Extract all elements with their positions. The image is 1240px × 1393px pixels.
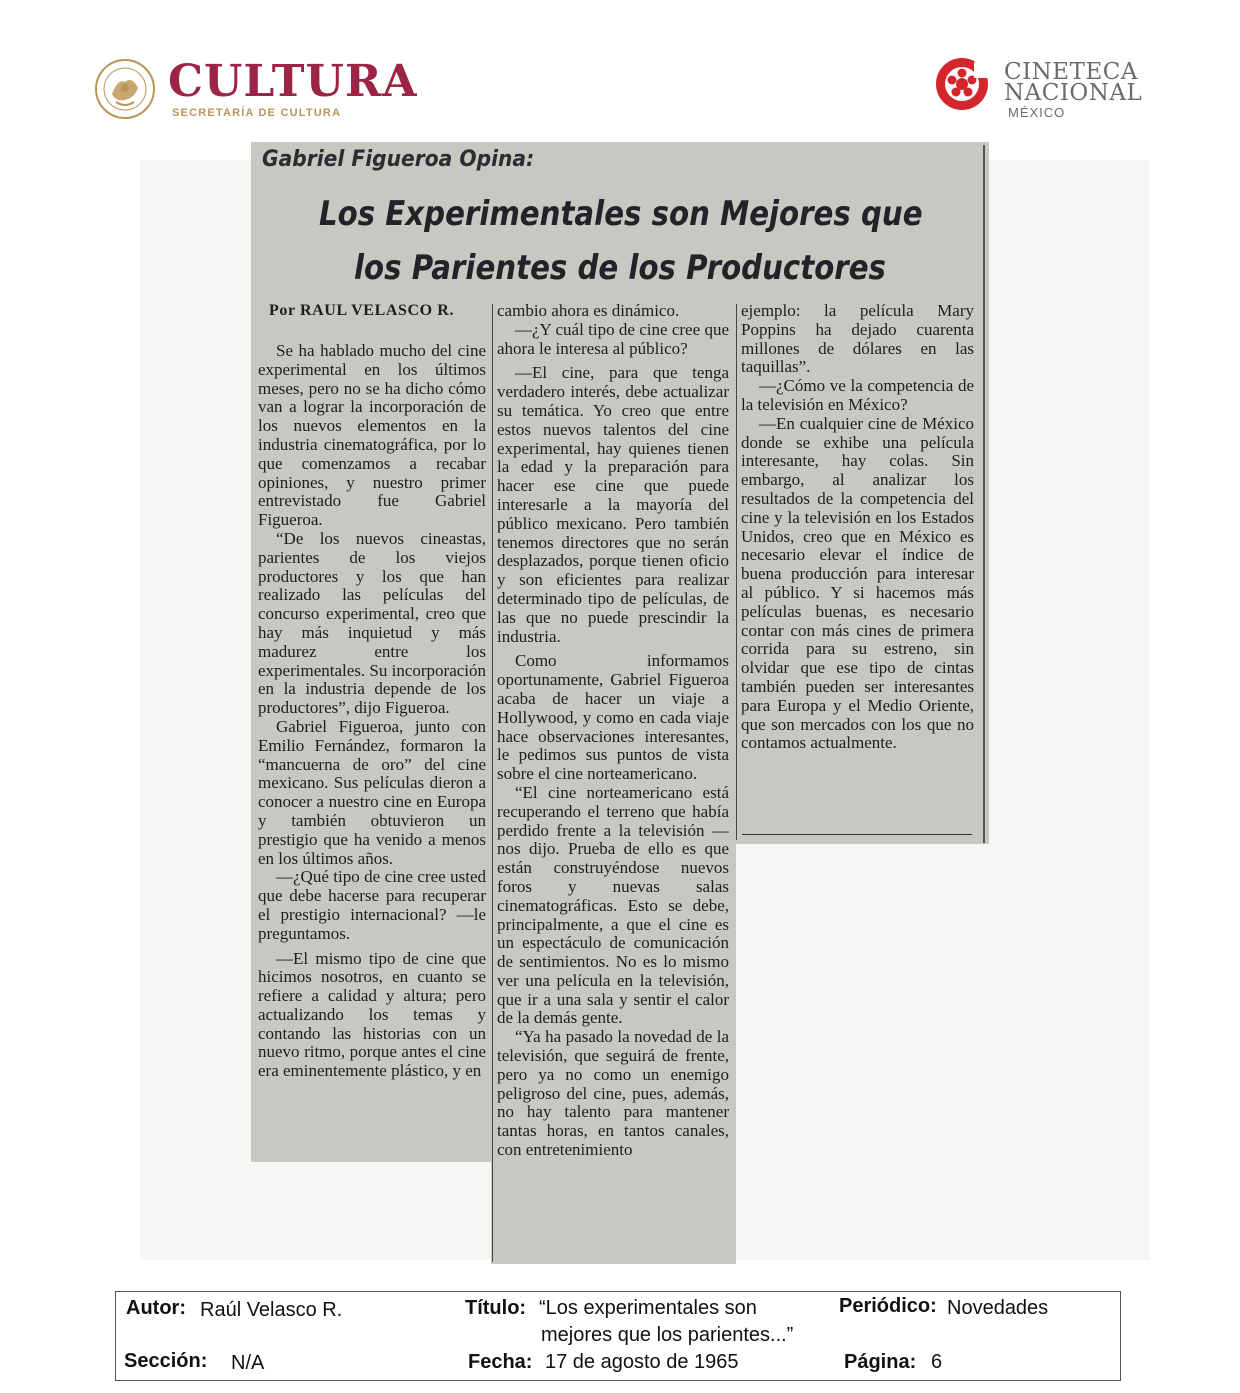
periodico-value: Novedades (947, 1297, 1049, 1319)
article-kicker: Gabriel Figueroa Opina: (262, 147, 535, 172)
article-headline-line-1: Los Experimentales son Mejores que (319, 194, 923, 234)
pagina-label: Página: (844, 1351, 917, 1373)
seccion-label: Sección: (124, 1350, 208, 1372)
mexican-seal-icon (94, 58, 156, 120)
paragraph: —El cine, para que tenga verdadero interés, debe actualizar su temática. Yo creo que entre estos nuevos talentos del cine experimental, hay quienes tienen la edad y la preparación para hacer ese cine que puede interesarle a la mayoría del público mexicano. Pero también tenemos directores que no serán desplazados, porque tienen oficio y son eficientes para realizar determinado tipo de películas, de las que no puede prescindir la industria. (497, 363, 729, 646)
cineteca-wordmark-1: CINETECA (1004, 59, 1138, 85)
cultura-wordmark: CULTURA (168, 56, 418, 107)
article-byline: Por RAUL VELASCO R. (269, 302, 455, 319)
cineteca-wordmark-2: NACIONAL (1004, 80, 1143, 106)
titulo-value-line-1: “Los experimentales son (539, 1297, 757, 1319)
autor-label: Autor: (126, 1297, 186, 1319)
paragraph: ejemplo: la película Mary Poppins ha dejado cuarenta millones de dólares en las taquillas”. (741, 302, 974, 377)
column-divider (492, 304, 493, 1262)
paragraph: —En cualquier cine de México donde se exhibe una película interesante, hay colas. Sin embargo, al analizar los resultados de la competencia del cine y la televisión en los Estados Unidos, creo que en México es necesario elevar el índice de buena producción para interesar al público. Y si hacemos más películas buenas, es necesario contar con más cines de primera corrida para su estreno, sin olvidar que ese tipo de cintas también pueden ser interesantes para Europa y el Medio Oriente, que son mercados con los que no contamos actualmente. (741, 413, 974, 753)
paragraph: —¿Qué tipo de cine cree usted que debe hacerse para recuperar el prestigio internacional? —le preguntamos. (258, 867, 486, 943)
film-reel-icon (934, 56, 990, 112)
metadata-box (115, 1291, 1121, 1381)
article-end-rule (742, 834, 972, 835)
column-divider (736, 304, 737, 840)
paragraph: cambio ahora es dinámico. (497, 302, 680, 320)
paragraph: “De los nuevos cineastas, parientes de los viejos productores y los que han realizado las películas del concurso experimental, creo que hay más inquietud y más madurez entre los experimentales. Su incorporación en la industria depende de los productores”, dijo Figueroa. (258, 528, 486, 718)
paragraph: —¿Cómo ve la competencia de la televisión en México? (741, 376, 974, 414)
article-column-3 (741, 302, 974, 832)
article-headline-line-2: los Parientes de los Productores (354, 248, 886, 288)
fecha-label: Fecha: (468, 1351, 533, 1373)
paragraph: —¿Y cuál tipo de cine cree que ahora le interesa al público? (497, 319, 729, 358)
autor-value: Raúl Velasco R. (200, 1299, 343, 1321)
titulo-label: Título: (465, 1297, 527, 1319)
periodico-label: Periódico: (839, 1295, 937, 1317)
article-column-1 (258, 342, 486, 1160)
paragraph: —El mismo tipo de cine que hicimos nosotros, en cuanto se refiere a calidad y altura; pero actualizando los temas y contando las historias con un nuevo ritmo, porque antes el cine era eminentemente plástico, y en (258, 948, 486, 1081)
paragraph: Como informamos oportunamente, Gabriel Figueroa acaba de hacer un viaje a Hollywood, y como en cada viaje hace observaciones interesantes, le pedimos sus puntos de vista sobre el cine norteamericano. (497, 651, 729, 784)
paragraph: “Ya ha pasado la novedad de la televisión, que seguirá de frente, pero ya no como un enemigo peligroso del cine, pues, además, no hay talento para mantener tantas horas, en tantos canales, con entretenimiento (497, 1027, 729, 1160)
cineteca-country: MÉXICO (1008, 105, 1066, 120)
pagina-value: 6 (931, 1351, 943, 1373)
paragraph: Se ha hablado mucho del cine experimental en los últimos meses, pero no se ha dicho cómo van a lograr la incorporación de los nuevos elementos en la industria cinematográfica, por lo que comenzamos a recabar opiniones, y nuestro primer entrevistado fue Gabriel Figueroa. (258, 342, 486, 530)
cineteca-logo (934, 56, 1149, 126)
clipping-edge-rule (983, 145, 985, 843)
seccion-value: N/A (231, 1352, 265, 1374)
cultura-subtitle: SECRETARÍA DE CULTURA (172, 107, 342, 119)
paragraph: Gabriel Figueroa, junto con Emilio Fernández, formaron la “mancuerna de oro” del cine mexicano. Sus películas dieron a conocer a nuestro cine en Europa y también obtuvieron un prestigio que ha venido a menos en los últimos años. (258, 716, 486, 868)
fecha-value: 17 de agosto de 1965 (545, 1351, 739, 1373)
paragraph: “El cine norteamericano está recuperando el terreno que había perdido frente a la televisión —nos dijo. Prueba de ello es que están construyéndose nuevos foros y nuevas salas cinematográficas. Esto se debe, principalmente, a que el cine es un espectáculo de comunicación de sentimientos. No es lo mismo ver una película en la televisión, que ir a una sala y sentir el calor de la demás gente. (497, 782, 729, 1028)
article-column-2 (497, 302, 729, 1262)
titulo-value-line-2: mejores que los parientes...” (541, 1324, 794, 1346)
